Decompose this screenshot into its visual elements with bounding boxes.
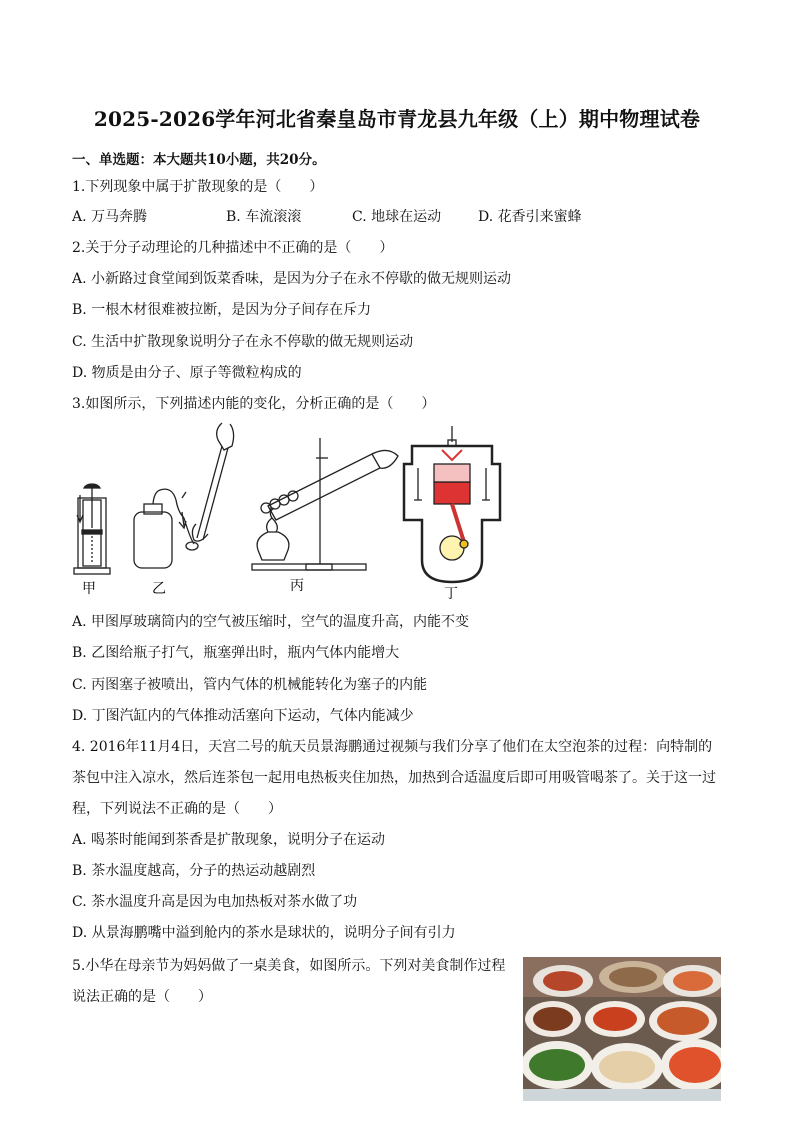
question-1-option-a: A. 万马奔腾 [72,209,148,225]
question-3-option-c: C. 丙图塞子被喷出，管内气体的机械能转化为塞子的内能 [72,677,428,693]
compressed-air-tube-icon [74,484,110,574]
question-3-option-d: D. 丁图汽缸内的气体推动活塞向下运动，气体内能减少 [72,708,414,724]
question-2-option-b: B. 一根木材很难被拉断，是因为分子间存在斥力 [72,302,372,318]
question-4-option-b: B. 茶水温度越高，分子的热运动越剧烈 [72,863,316,879]
question-4-option-a: A. 喝茶时能闻到茶香是扩散现象，说明分子在运动 [72,832,386,848]
figure-label-bing: 丙 [290,578,304,594]
question-4-stem-line-2: 茶包中注入凉水，然后连茶包一起用电热板夹住加热，加热到合适温度后即可用吸管喝茶了。关于这一过 [72,770,716,786]
figure-label-ding: 丁 [444,586,458,600]
question-4-stem-line-1: 4. 2016年11月4日，天宫二号的航天员景海鹏通过视频与我们分享了他们在太空泡茶的过程：向特制的 [72,739,713,755]
banquet-food-photo [523,957,721,1101]
question-1-stem: 1.下列现象中属于扩散现象的是（ ） [72,179,324,195]
engine-cylinder-icon [404,426,500,582]
question-1-option-d: D. 花香引来蜜蜂 [478,209,582,225]
page-title: 2025-2026学年河北省秦皇岛市青龙县九年级（上）期中物理试卷 [93,107,701,131]
question-5-stem-line-1: 5.小华在母亲节为妈妈做了一桌美食，如图所示。下列对美食制作过程 [72,958,506,974]
question-4-option-c: C. 茶水温度升高是因为电加热板对茶水做了功 [72,894,358,910]
question-2-option-a: A. 小新路过食堂闻到饭菜香味，是因为分子在永不停歇的做无规则运动 [72,271,512,287]
question-3-option-b: B. 乙图给瓶子打气，瓶塞弹出时，瓶内气体内能增大 [72,645,400,661]
question-1-option-b: B. 车流滚滚 [226,209,302,225]
question-4-option-d: D. 从景海鹏嘴中溢到舱内的茶水是球状的，说明分子间有引力 [72,925,456,941]
question-3-option-a: A. 甲图厚玻璃筒内的空气被压缩时，空气的温度升高，内能不变 [72,614,470,630]
internal-energy-figure [72,420,512,600]
question-2-option-d: D. 物质是由分子、原子等微粒构成的 [72,365,302,381]
section-heading: 一、单选题：本大题共10小题，共20分。 [72,152,326,168]
question-5-stem-line-2: 说法正确的是（ ） [72,989,212,1005]
figure-label-yi: 乙 [152,581,166,597]
test-tube-heating-icon [252,438,398,570]
question-3-stem: 3.如图所示，下列描述内能的变化，分析正确的是（ ） [72,396,436,412]
question-4-stem-line-3: 程，下列说法不正确的是（ ） [72,801,282,817]
question-1-option-c: C. 地球在运动 [352,209,442,225]
question-2-stem: 2.关于分子动理论的几种描述中不正确的是（ ） [72,240,394,256]
pumped-bottle-icon [134,423,234,568]
figure-label-jia: 甲 [82,581,96,597]
question-2-option-c: C. 生活中扩散现象说明分子在永不停歇的做无规则运动 [72,334,414,350]
